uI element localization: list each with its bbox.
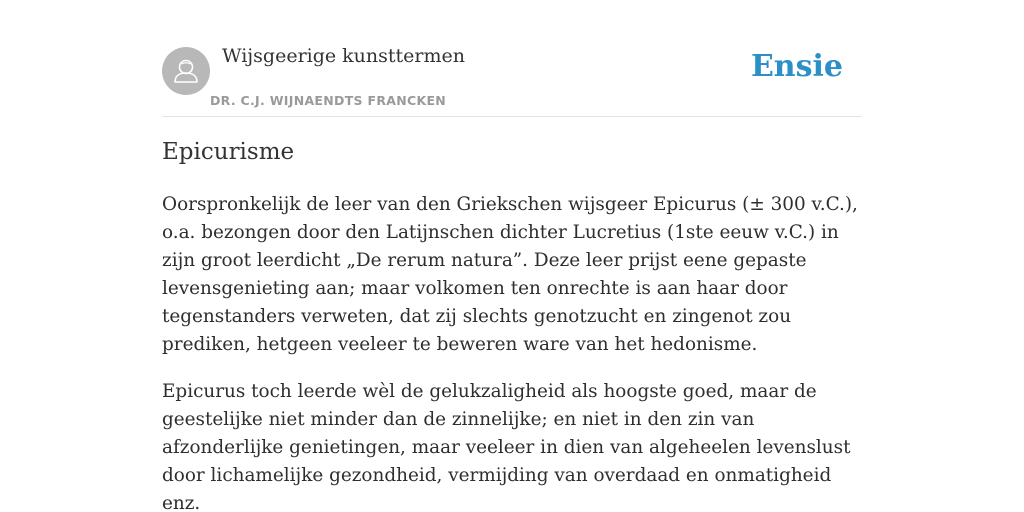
- entry-body: [162, 191, 862, 512]
- site-logo[interactable]: Ensie: [750, 49, 843, 84]
- author-name[interactable]: DR. C.J. WIJNAENDTS FRANCKEN: [210, 93, 447, 108]
- header: [162, 0, 862, 117]
- entry-paragraph: Epicurus toch leerde wèl de gelukzaligheid als hoogste goed, maar de geestelijke niet minder dan de zinnelijke; en niet in den zin van afzonderlijke genietingen, maar veeleer in dien van algeheelen levenslust door lichamelijke gezondheid, vermijding van overdaad en onmatigheid enz.: [162, 381, 851, 512]
- page: [162, 0, 862, 512]
- user-icon-graphic: [162, 47, 210, 95]
- entry-title: Epicurisme: [162, 139, 295, 165]
- user-icon[interactable]: [162, 47, 210, 95]
- book-title[interactable]: Wijsgeerige kunsttermen: [222, 45, 466, 67]
- entry-paragraph: Oorspronkelijk de leer van den Griekschen wijsgeer Epicurus (± 300 v.C.), o.a. bezongen door den Latijnschen dichter Lucretius (1ste eeuw v.C.) in zijn groot leerdicht „De rerum natura”. Deze leer prijst eene gepaste levensgenieting aan; maar volkomen ten onrechte is aan haar door tegenstanders verweten, dat zij slechts genotzucht en zingenot zou prediken, hetgeen veeleer te beweren ware van het hedonisme.: [162, 194, 858, 355]
